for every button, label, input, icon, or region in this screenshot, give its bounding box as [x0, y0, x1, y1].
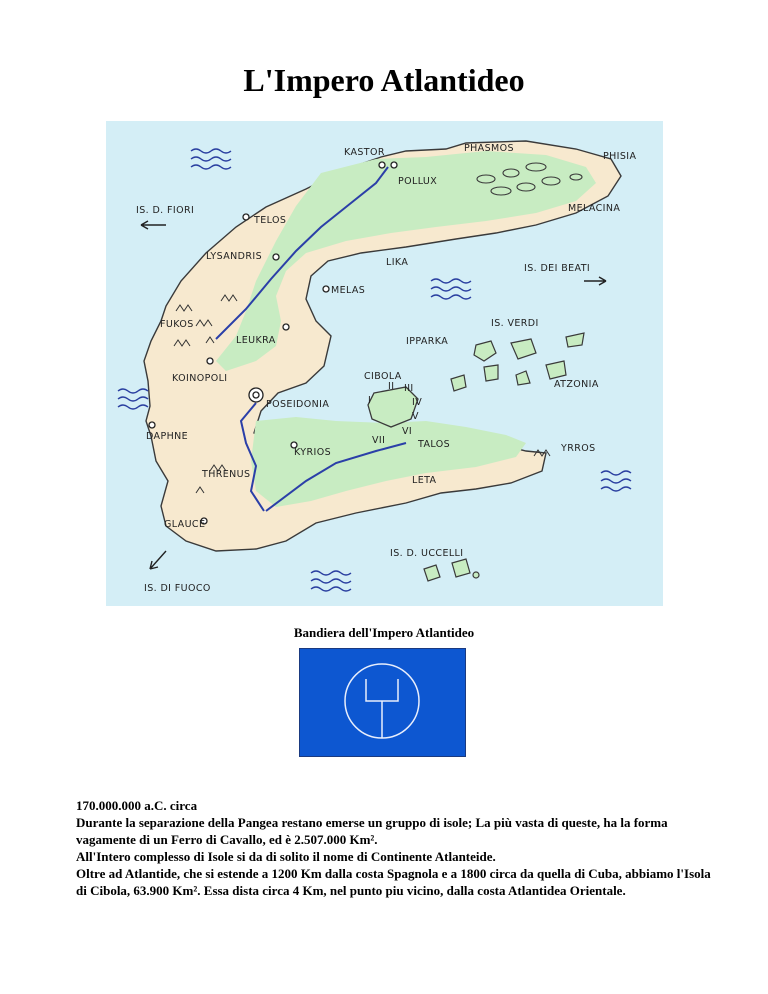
label-lysandris: LYSANDRIS [206, 251, 262, 262]
label-leta: LETA [412, 475, 437, 486]
label-phisia: PHISIA [603, 151, 637, 162]
label-kyrios: KYRIOS [294, 447, 332, 458]
flag-caption: Bandiera dell'Impero Atlantideo [293, 625, 475, 640]
label-is-fuoco: IS. DI FUOCO [144, 583, 211, 594]
label-lika: LIKA [386, 257, 409, 268]
label-glauce: GLAUCE [164, 519, 206, 530]
label-cibola: CIBOLA [364, 371, 402, 382]
numeral-7: VII [372, 435, 386, 446]
label-phasmos: PHASMOS [464, 143, 514, 154]
atlantis-flag [299, 648, 466, 757]
label-melas: MELAS [331, 285, 366, 296]
label-is-verdi: IS. VERDI [491, 318, 539, 329]
numeral-1: I [368, 395, 372, 406]
label-daphne: DAPHNE [146, 431, 189, 442]
label-yrros: YRROS [561, 443, 596, 454]
label-atzonia: ATZONIA [554, 379, 599, 390]
label-is-fiori: IS. D. FIORI [136, 205, 195, 216]
page-title: L'Impero Atlantideo [243, 62, 525, 98]
label-koinopoli: KOINOPOLI [172, 373, 228, 384]
atlantis-map [106, 121, 663, 606]
label-pollux: POLLUX [398, 176, 438, 187]
numeral-4: IV [412, 397, 423, 408]
label-melacina: MELACINA [568, 203, 621, 214]
paragraph-continente: All'Intero complesso di Isole si da di solito il nome di Continente Atlanteide. [76, 849, 496, 864]
label-telos: TELOS [254, 215, 287, 226]
label-threnus: THRENUS [202, 469, 251, 480]
label-leukra: LEUKRA [236, 335, 276, 346]
label-ipparka: IPPARKA [406, 336, 449, 347]
label-fukos: FUKOS [160, 319, 194, 330]
paragraph-cibola: Oltre ad Atlantide, che si estende a 1200 Km dalla costa Spagnola e a 1800 circa da quella di Cuba, abbiamo l'Isola di Cibola, 63.900 Km². Essa dista circa 4 Km, nel punto piu vicino, dalla costa Atlantidea Orientale. [76, 866, 711, 898]
numeral-5: V [412, 411, 419, 422]
numeral-3: III [404, 383, 414, 394]
label-talos: TALOS [418, 439, 451, 450]
label-is-beati: IS. DEI BEATI [524, 263, 591, 274]
paragraph-date: 170.000.000 a.C. circa [76, 798, 198, 813]
label-kastor: KASTOR [344, 147, 385, 158]
body-text [76, 797, 716, 899]
label-is-uccelli: IS. D. UCCELLI [390, 548, 464, 559]
paragraph-pangea: Durante la separazione della Pangea restano emerse un gruppo di isole; La più vasta di queste, ha la forma vagamente di un Ferro di Cavallo, ed è 2.507.000 Km². [76, 815, 668, 847]
numeral-2: II [388, 381, 395, 392]
numeral-6: VI [402, 426, 413, 437]
label-poseidonia: POSEIDONIA [266, 399, 330, 410]
